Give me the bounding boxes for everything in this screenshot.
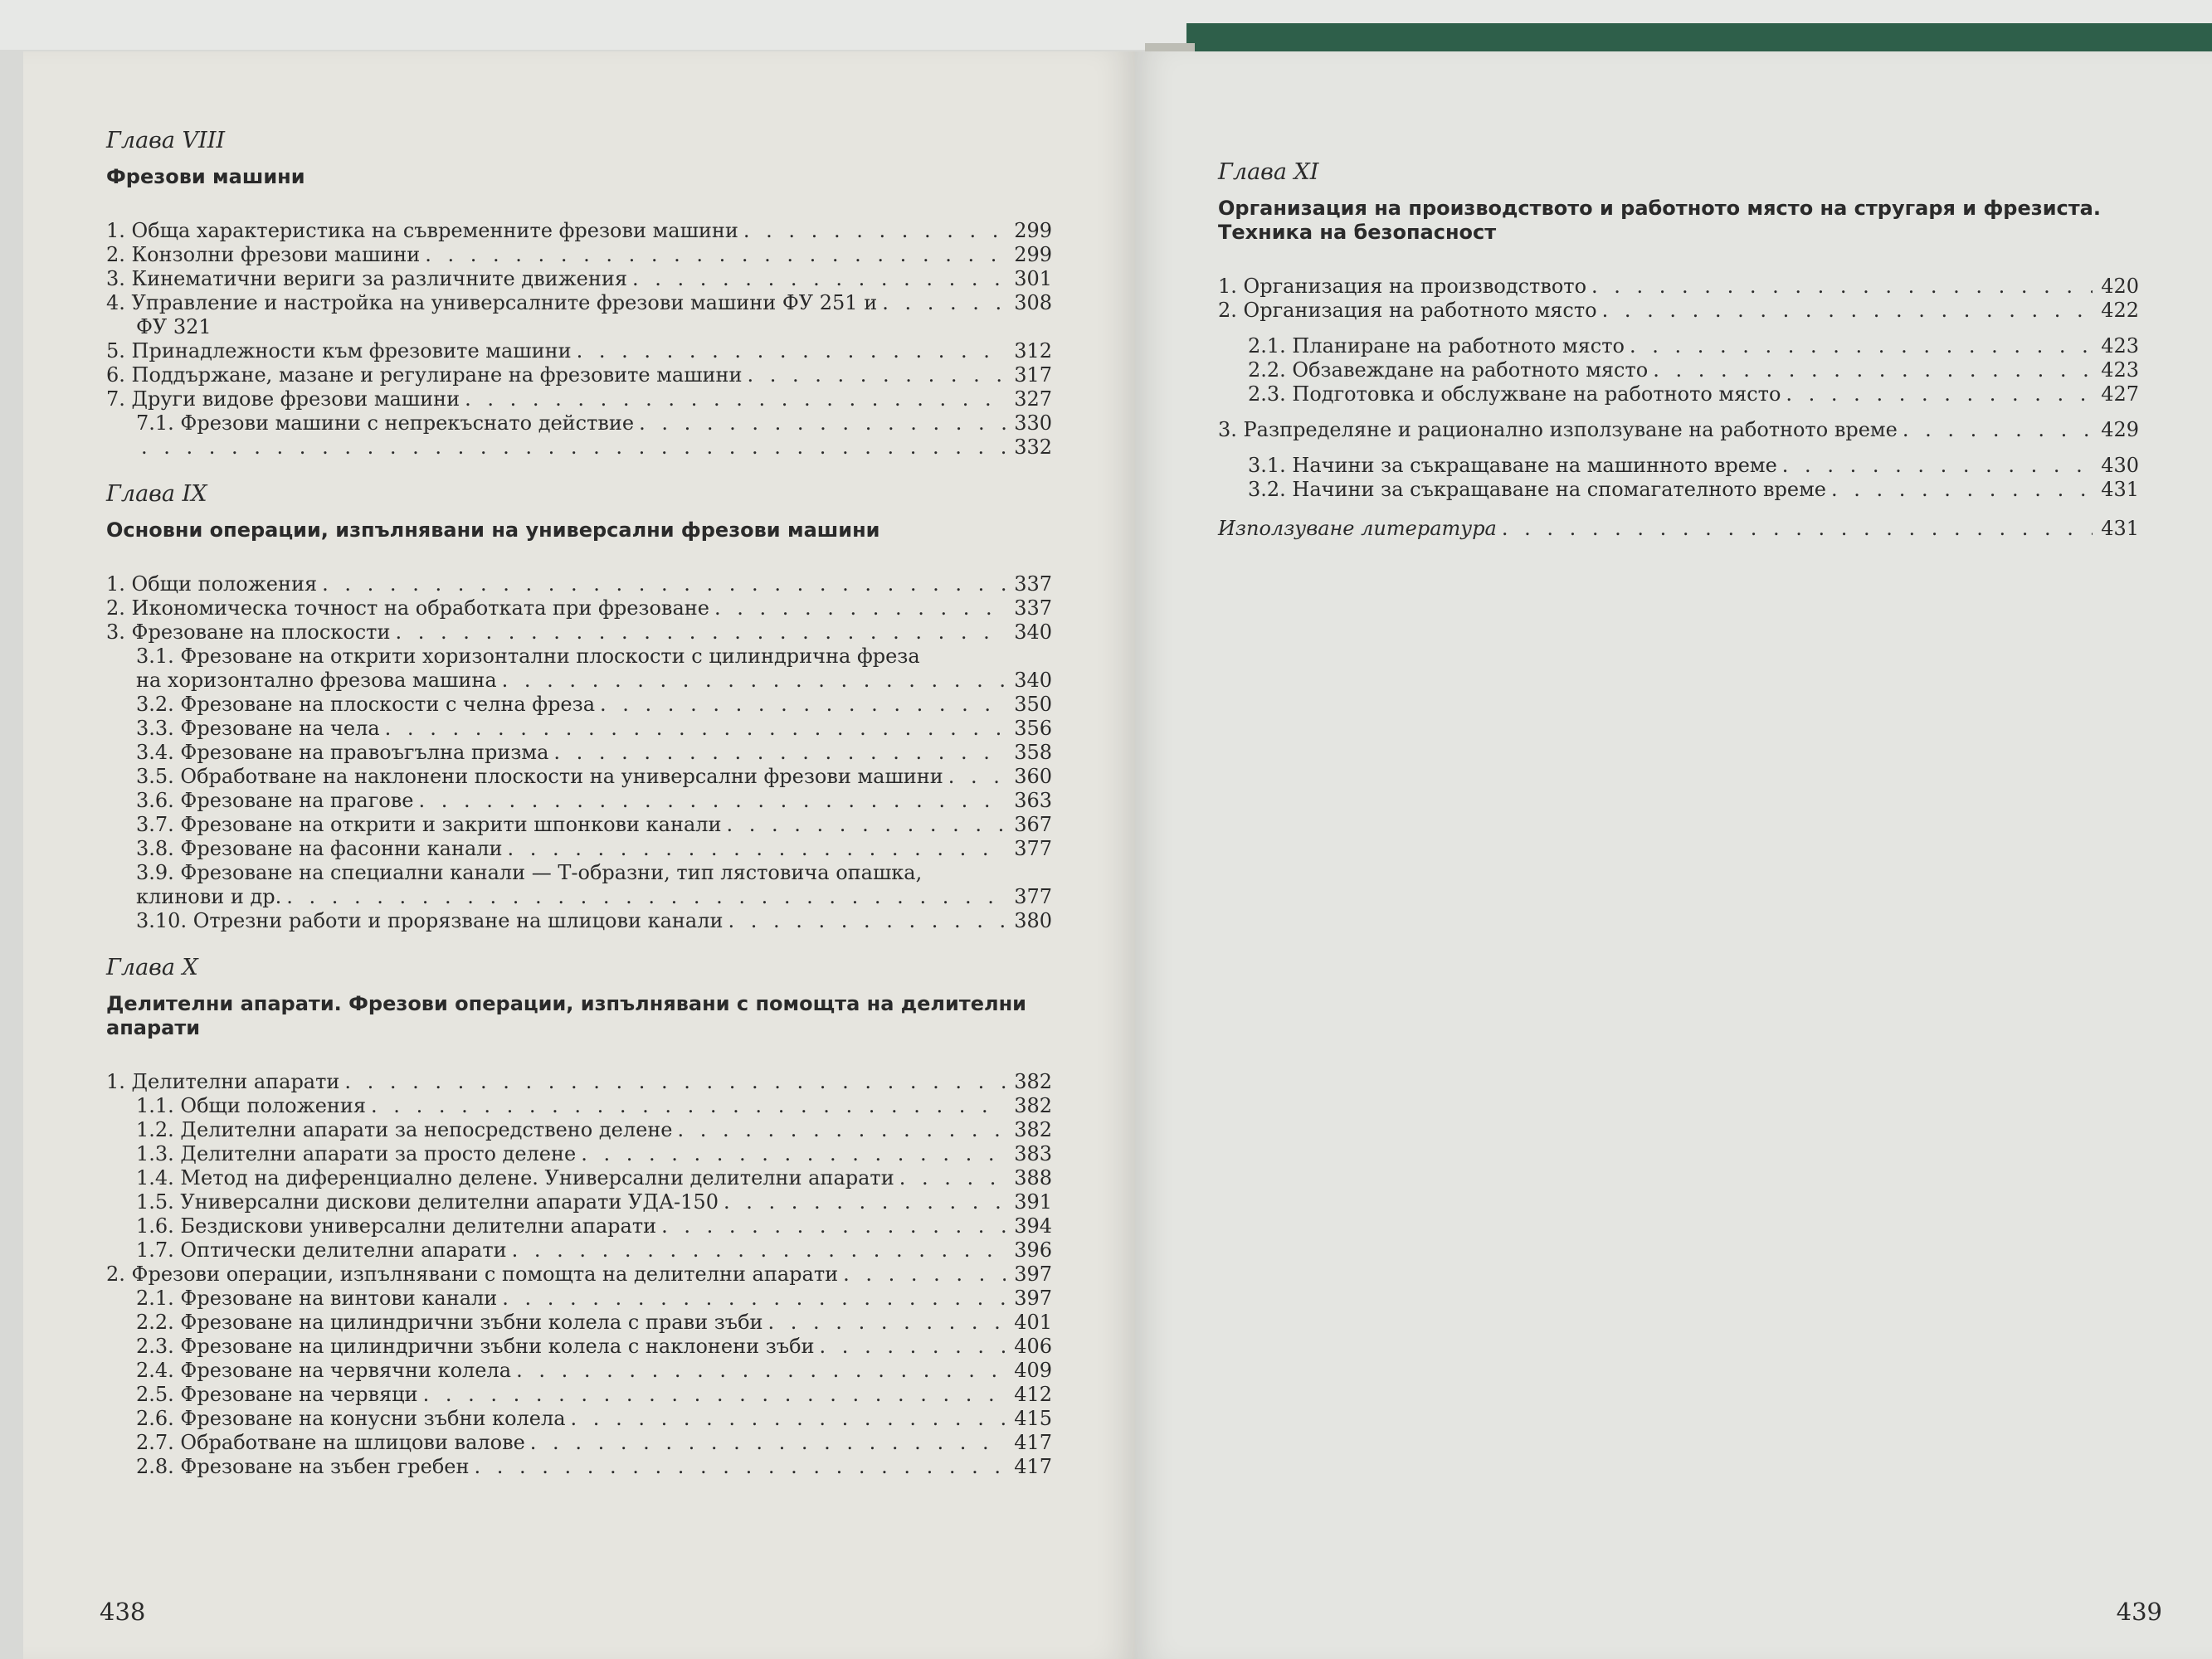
toc-leader-dots (502, 669, 1006, 693)
chapter (106, 128, 1052, 460)
toc-leader-dots (553, 741, 1006, 765)
toc-page-number: 337 (1014, 596, 1052, 620)
toc-entry (106, 885, 1052, 909)
toc-entry (106, 669, 1052, 693)
toc-entry-title: 6. Поддържане, мазане и регулиране на фрезовите машини (106, 363, 743, 387)
toc-entry (106, 620, 1052, 645)
toc-entry (106, 1455, 1052, 1479)
toc-leader-dots (512, 1238, 1006, 1262)
toc-entry-title: 1.4. Метод на диференциално делене. Универсални делителни апарати (136, 1166, 894, 1190)
toc-leader-dots (1903, 418, 2093, 442)
toc-page-number: 429 (2101, 418, 2139, 441)
toc-page-number: 406 (1014, 1335, 1052, 1358)
toc-page-number: 330 (1014, 411, 1052, 435)
toc-leader-dots (286, 885, 1006, 909)
toc-entry-title: 2.2. Фрезоване на цилиндрични зъбни колела с прави зъби (136, 1311, 763, 1334)
toc-entry-title: Използуване литература (1218, 517, 1497, 540)
toc-entry (106, 813, 1052, 837)
toc-leader-dots (948, 765, 1006, 789)
toc-page-number: 423 (2101, 358, 2139, 382)
toc-page-number: 430 (2101, 454, 2139, 477)
chapter-title: Фрезови машини (106, 165, 305, 188)
toc-entry (1218, 275, 2139, 299)
toc-page-number: 299 (1014, 219, 1052, 242)
toc-entry (106, 572, 1052, 596)
toc-page-number: 327 (1014, 387, 1052, 411)
toc-leader-dots (678, 1118, 1006, 1142)
toc-page-number: 340 (1014, 669, 1052, 692)
toc-entry-title: 1.7. Оптически делителни апарати (136, 1238, 507, 1262)
toc-entry-title: ФУ 321 (136, 315, 212, 338)
toc-entry-title: 3.8. Фрезоване на фасонни канали (136, 837, 503, 860)
toc-leader-dots (141, 435, 1006, 460)
chapter-label: Глава VIII (106, 128, 226, 153)
toc-entry (106, 741, 1052, 765)
toc-leader-dots (632, 267, 1006, 291)
toc-entry (106, 596, 1052, 620)
toc-entry-title: клинови и др. (136, 885, 282, 908)
toc-page-number: 415 (1014, 1407, 1052, 1430)
toc-leader-dots (728, 909, 1006, 933)
toc-leader-dots (1782, 454, 2093, 478)
toc-page-number: 317 (1014, 363, 1052, 387)
toc-page-number: 332 (1014, 435, 1052, 459)
toc-entry (1218, 418, 2139, 442)
toc-entry-title: 3.5. Обработване на наклонени плоскости на универсални фрезови машини (136, 765, 943, 788)
toc-page-number: 409 (1014, 1359, 1052, 1382)
toc-entry (106, 1070, 1052, 1094)
toc-page-number: 422 (2101, 299, 2139, 322)
toc-entry-literature (1218, 517, 2139, 541)
toc-list (106, 219, 1052, 460)
toc-entry-title: 5. Принадлежности към фрезовите машини (106, 339, 572, 362)
toc-entry-title: 3.9. Фрезоване на специални канали — Т-образни, тип лястовича опашка, (136, 861, 923, 884)
toc-leader-dots (743, 219, 1006, 243)
toc-entry (106, 243, 1052, 267)
toc-leader-dots (425, 243, 1006, 267)
toc-entry (1218, 454, 2139, 478)
toc-leader-dots (600, 693, 1006, 717)
toc-leader-dots (502, 1287, 1006, 1311)
toc-entry-title: 2.4. Фрезоване на червячни колела (136, 1359, 512, 1382)
toc-entry (1218, 299, 2139, 323)
toc-page-number: 363 (1014, 789, 1052, 812)
toc-page-number: 308 (1014, 291, 1052, 314)
toc-leader-dots (474, 1455, 1006, 1479)
toc-entry (106, 861, 1052, 885)
toc-page-number: 396 (1014, 1238, 1052, 1262)
toc-leader-dots (577, 339, 1006, 363)
toc-entry (106, 1094, 1052, 1118)
toc-entry-title: 2.6. Фрезоване на конусни зъбни колела (136, 1407, 566, 1430)
chapter-title: Делителни апарати. Фрезови операции, изпълнявани с помощта на делителни апарати (106, 992, 1026, 1039)
toc-entry-title: 1.2. Делителни апарати за непосредствено делене (136, 1118, 673, 1141)
toc-entry-title: 3.4. Фрезоване на правоъгълна призма (136, 741, 549, 764)
toc-entry-title: 1.1. Общи положения (136, 1094, 367, 1117)
chapter-label: Глава X (106, 955, 198, 980)
toc-page-number: 299 (1014, 243, 1052, 266)
toc-leader-dots (882, 291, 1006, 315)
chapter-title: Организация на производството и работното място на стругаря и фрезиста. Техника на безопасност (1218, 197, 2101, 244)
toc-entry-title: 3.3. Фрезоване на чела (136, 717, 380, 740)
toc-entry (106, 435, 1052, 460)
toc-leader-dots (1786, 382, 2093, 406)
toc-entry (1218, 382, 2139, 406)
toc-entry (106, 411, 1052, 435)
toc-page-number: 397 (1014, 1287, 1052, 1310)
toc-entry-title: 3. Фрезоване на плоскости (106, 620, 391, 644)
toc-entry-title: 2.5. Фрезоване на червяци (136, 1383, 418, 1406)
toc-leader-dots (639, 411, 1006, 435)
toc-page-number: 382 (1014, 1118, 1052, 1141)
toc-entry-title: 2.8. Фрезоване на зъбен гребен (136, 1455, 470, 1478)
toc-page-number: 397 (1014, 1262, 1052, 1286)
toc-entry-title: 1.5. Универсални дискови делителни апарати УДА-150 (136, 1190, 719, 1214)
toc-leader-dots (714, 596, 1006, 620)
toc-page-number: 380 (1014, 909, 1052, 932)
toc-entry (106, 1431, 1052, 1455)
toc-entry (106, 837, 1052, 861)
toc-leader-dots (724, 1190, 1006, 1214)
toc-leader-dots (508, 837, 1006, 861)
toc-entry (106, 1407, 1052, 1431)
left-page (23, 51, 1135, 1659)
toc-entry-title: 2.3. Подготовка и обслужване на работното място (1248, 382, 1781, 406)
toc-entry-title: 2. Конзолни фрезови машини (106, 243, 421, 266)
toc-page-number: 382 (1014, 1094, 1052, 1117)
toc-entry (106, 765, 1052, 789)
toc-entry (106, 1311, 1052, 1335)
toc-page-number: 391 (1014, 1190, 1052, 1214)
toc-entry-title: 7. Други видове фрезови машини (106, 387, 460, 411)
toc-page-number: 420 (2101, 275, 2139, 298)
toc-entry (106, 1142, 1052, 1166)
toc-page-number: 401 (1014, 1311, 1052, 1334)
toc-leader-dots (748, 363, 1006, 387)
toc-entry-title: 7.1. Фрезови машини с непрекъснато действие (136, 411, 635, 435)
page-number-right: 439 (2116, 1598, 2162, 1626)
toc-leader-dots (571, 1407, 1006, 1431)
toc-page-number: 301 (1014, 267, 1052, 290)
toc-entry (1218, 478, 2139, 502)
toc-entry-title: на хоризонтално фрезова машина (136, 669, 497, 692)
toc-entry (106, 909, 1052, 933)
toc-page-number: 377 (1014, 885, 1052, 908)
toc-entry (106, 1335, 1052, 1359)
toc-page-number: 388 (1014, 1166, 1052, 1190)
chapter-title: Основни операции, изпълнявани на универсални фрезови машини (106, 518, 880, 542)
toc-entry-title: 1.3. Делителни апарати за просто делене (136, 1142, 577, 1165)
toc-leader-dots (516, 1359, 1006, 1383)
toc-entry-title: 2.1. Фрезоване на винтови канали (136, 1287, 498, 1310)
toc-page-number: 423 (2101, 334, 2139, 358)
toc-entry-title: 2. Организация на работното място (1218, 299, 1597, 322)
toc-leader-dots (768, 1311, 1006, 1335)
toc-leader-dots (1630, 334, 2093, 358)
toc-entry (106, 789, 1052, 813)
toc-entry (1218, 358, 2139, 382)
toc-entry-title: 3. Кинематични вериги за различните движения (106, 267, 628, 290)
toc-entry (106, 1383, 1052, 1407)
right-toc (1218, 159, 2139, 541)
toc-page-number: 431 (2101, 517, 2139, 540)
toc-leader-dots (418, 789, 1006, 813)
left-toc (106, 128, 1052, 1501)
toc-leader-dots (322, 572, 1006, 596)
toc-entry (106, 219, 1052, 243)
toc-page-number: 417 (1014, 1431, 1052, 1454)
toc-page-number: 417 (1014, 1455, 1052, 1478)
toc-leader-dots (1591, 275, 2093, 299)
toc-entry (106, 1359, 1052, 1383)
toc-entry (106, 1190, 1052, 1214)
toc-entry-title: 3.7. Фрезоване на открити и закрити шпонкови канали (136, 813, 722, 836)
toc-leader-dots (344, 1070, 1006, 1094)
toc-entry-title: 1. Организация на производството (1218, 275, 1587, 298)
toc-entry-title: 2.2. Обзавеждане на работното място (1248, 358, 1649, 382)
toc-page-number: 360 (1014, 765, 1052, 788)
toc-entry-title: 3.10. Отрезни работи и прорязване на шлицови канали (136, 909, 724, 932)
toc-leader-dots (899, 1166, 1006, 1190)
toc-leader-dots (423, 1383, 1006, 1407)
toc-entry-title: 2. Фрезови операции, изпълнявани с помощта на делителни апарати (106, 1262, 839, 1286)
toc-entry (106, 315, 1052, 339)
toc-page-number: 377 (1014, 837, 1052, 860)
toc-entry-title: 1. Обща характеристика на съвременните фрезови машини (106, 219, 738, 242)
toc-page-number: 431 (2101, 478, 2139, 501)
toc-page-number: 340 (1014, 620, 1052, 644)
toc-entry-title: 2. Икономическа точност на обработката при фрезоване (106, 596, 709, 620)
toc-entry (106, 1287, 1052, 1311)
chapter-label: Глава IX (106, 481, 207, 507)
toc-page-number: 358 (1014, 741, 1052, 764)
toc-leader-dots (1502, 517, 2093, 541)
toc-entry-title: 3. Разпределяне и рационално използуване на работното време (1218, 418, 1898, 441)
toc-page-number: 412 (1014, 1383, 1052, 1406)
toc-entry (106, 267, 1052, 291)
toc-entry-title: 1. Общи положения (106, 572, 318, 596)
toc-entry-title: 2.7. Обработване на шлицови валове (136, 1431, 525, 1454)
toc-entry-title: 3.1. Начини за съкращаване на машинното време (1248, 454, 1777, 477)
toc-page-number: 312 (1014, 339, 1052, 362)
toc-page-number: 350 (1014, 693, 1052, 716)
toc-page-number: 394 (1014, 1214, 1052, 1238)
toc-entry-title: 3.2. Начини за съкращаване на спомагателното време (1248, 478, 1826, 501)
toc-entry (106, 291, 1052, 315)
toc-entry (106, 387, 1052, 411)
page-number-left: 438 (100, 1598, 146, 1626)
chapter (1218, 159, 2139, 502)
toc-leader-dots (843, 1262, 1006, 1287)
toc-leader-dots (371, 1094, 1006, 1118)
toc-entry (1218, 334, 2139, 358)
toc-entry (106, 1214, 1052, 1238)
toc-entry (106, 363, 1052, 387)
toc-entry (106, 1118, 1052, 1142)
toc-entry (106, 1238, 1052, 1262)
toc-leader-dots (661, 1214, 1006, 1238)
toc-page-number: 356 (1014, 717, 1052, 740)
toc-entry (106, 1166, 1052, 1190)
toc-entry-title: 2.1. Планиране на работното място (1248, 334, 1625, 358)
toc-entry-title: 1. Делителни апарати (106, 1070, 340, 1093)
toc-list (106, 572, 1052, 933)
toc-leader-dots (530, 1431, 1006, 1455)
toc-entry-title: 3.1. Фрезоване на открити хоризонтални плоскости с цилиндрична фреза (136, 645, 920, 668)
toc-entry-title: 4. Управление и настройка на универсалните фрезови машини ФУ 251 и (106, 291, 878, 314)
toc-leader-dots (1653, 358, 2093, 382)
toc-leader-dots (385, 717, 1006, 741)
toc-entry (106, 693, 1052, 717)
toc-entry (106, 1262, 1052, 1287)
chapter-label: Глава XI (1218, 159, 1319, 185)
chapter (106, 481, 1052, 933)
toc-page-number: 337 (1014, 572, 1052, 596)
toc-entry-title: 3.2. Фрезоване на плоскости с челна фреза (136, 693, 596, 716)
toc-entry-title: 2.3. Фрезоване на цилиндрични зъбни колела с наклонени зъби (136, 1335, 815, 1358)
toc-leader-dots (465, 387, 1006, 411)
toc-leader-dots (820, 1335, 1006, 1359)
chapter (106, 955, 1052, 1479)
toc-leader-dots (1602, 299, 2093, 323)
toc-entry (106, 717, 1052, 741)
right-page (1135, 51, 2212, 1659)
toc-entry-title: 1.6. Бездискови универсални делителни апарати (136, 1214, 657, 1238)
toc-entry (106, 339, 1052, 363)
toc-entry (106, 645, 1052, 669)
toc-page-number: 383 (1014, 1142, 1052, 1165)
toc-leader-dots (581, 1142, 1006, 1166)
toc-page-number: 382 (1014, 1070, 1052, 1093)
toc-entry-title: 3.6. Фрезоване на прагове (136, 789, 414, 812)
toc-page-number: 367 (1014, 813, 1052, 836)
toc-leader-dots (727, 813, 1006, 837)
toc-list (1218, 275, 2139, 502)
toc-page-number: 427 (2101, 382, 2139, 406)
toc-leader-dots (395, 620, 1006, 645)
toc-list (106, 1070, 1052, 1479)
toc-leader-dots (1831, 478, 2093, 502)
